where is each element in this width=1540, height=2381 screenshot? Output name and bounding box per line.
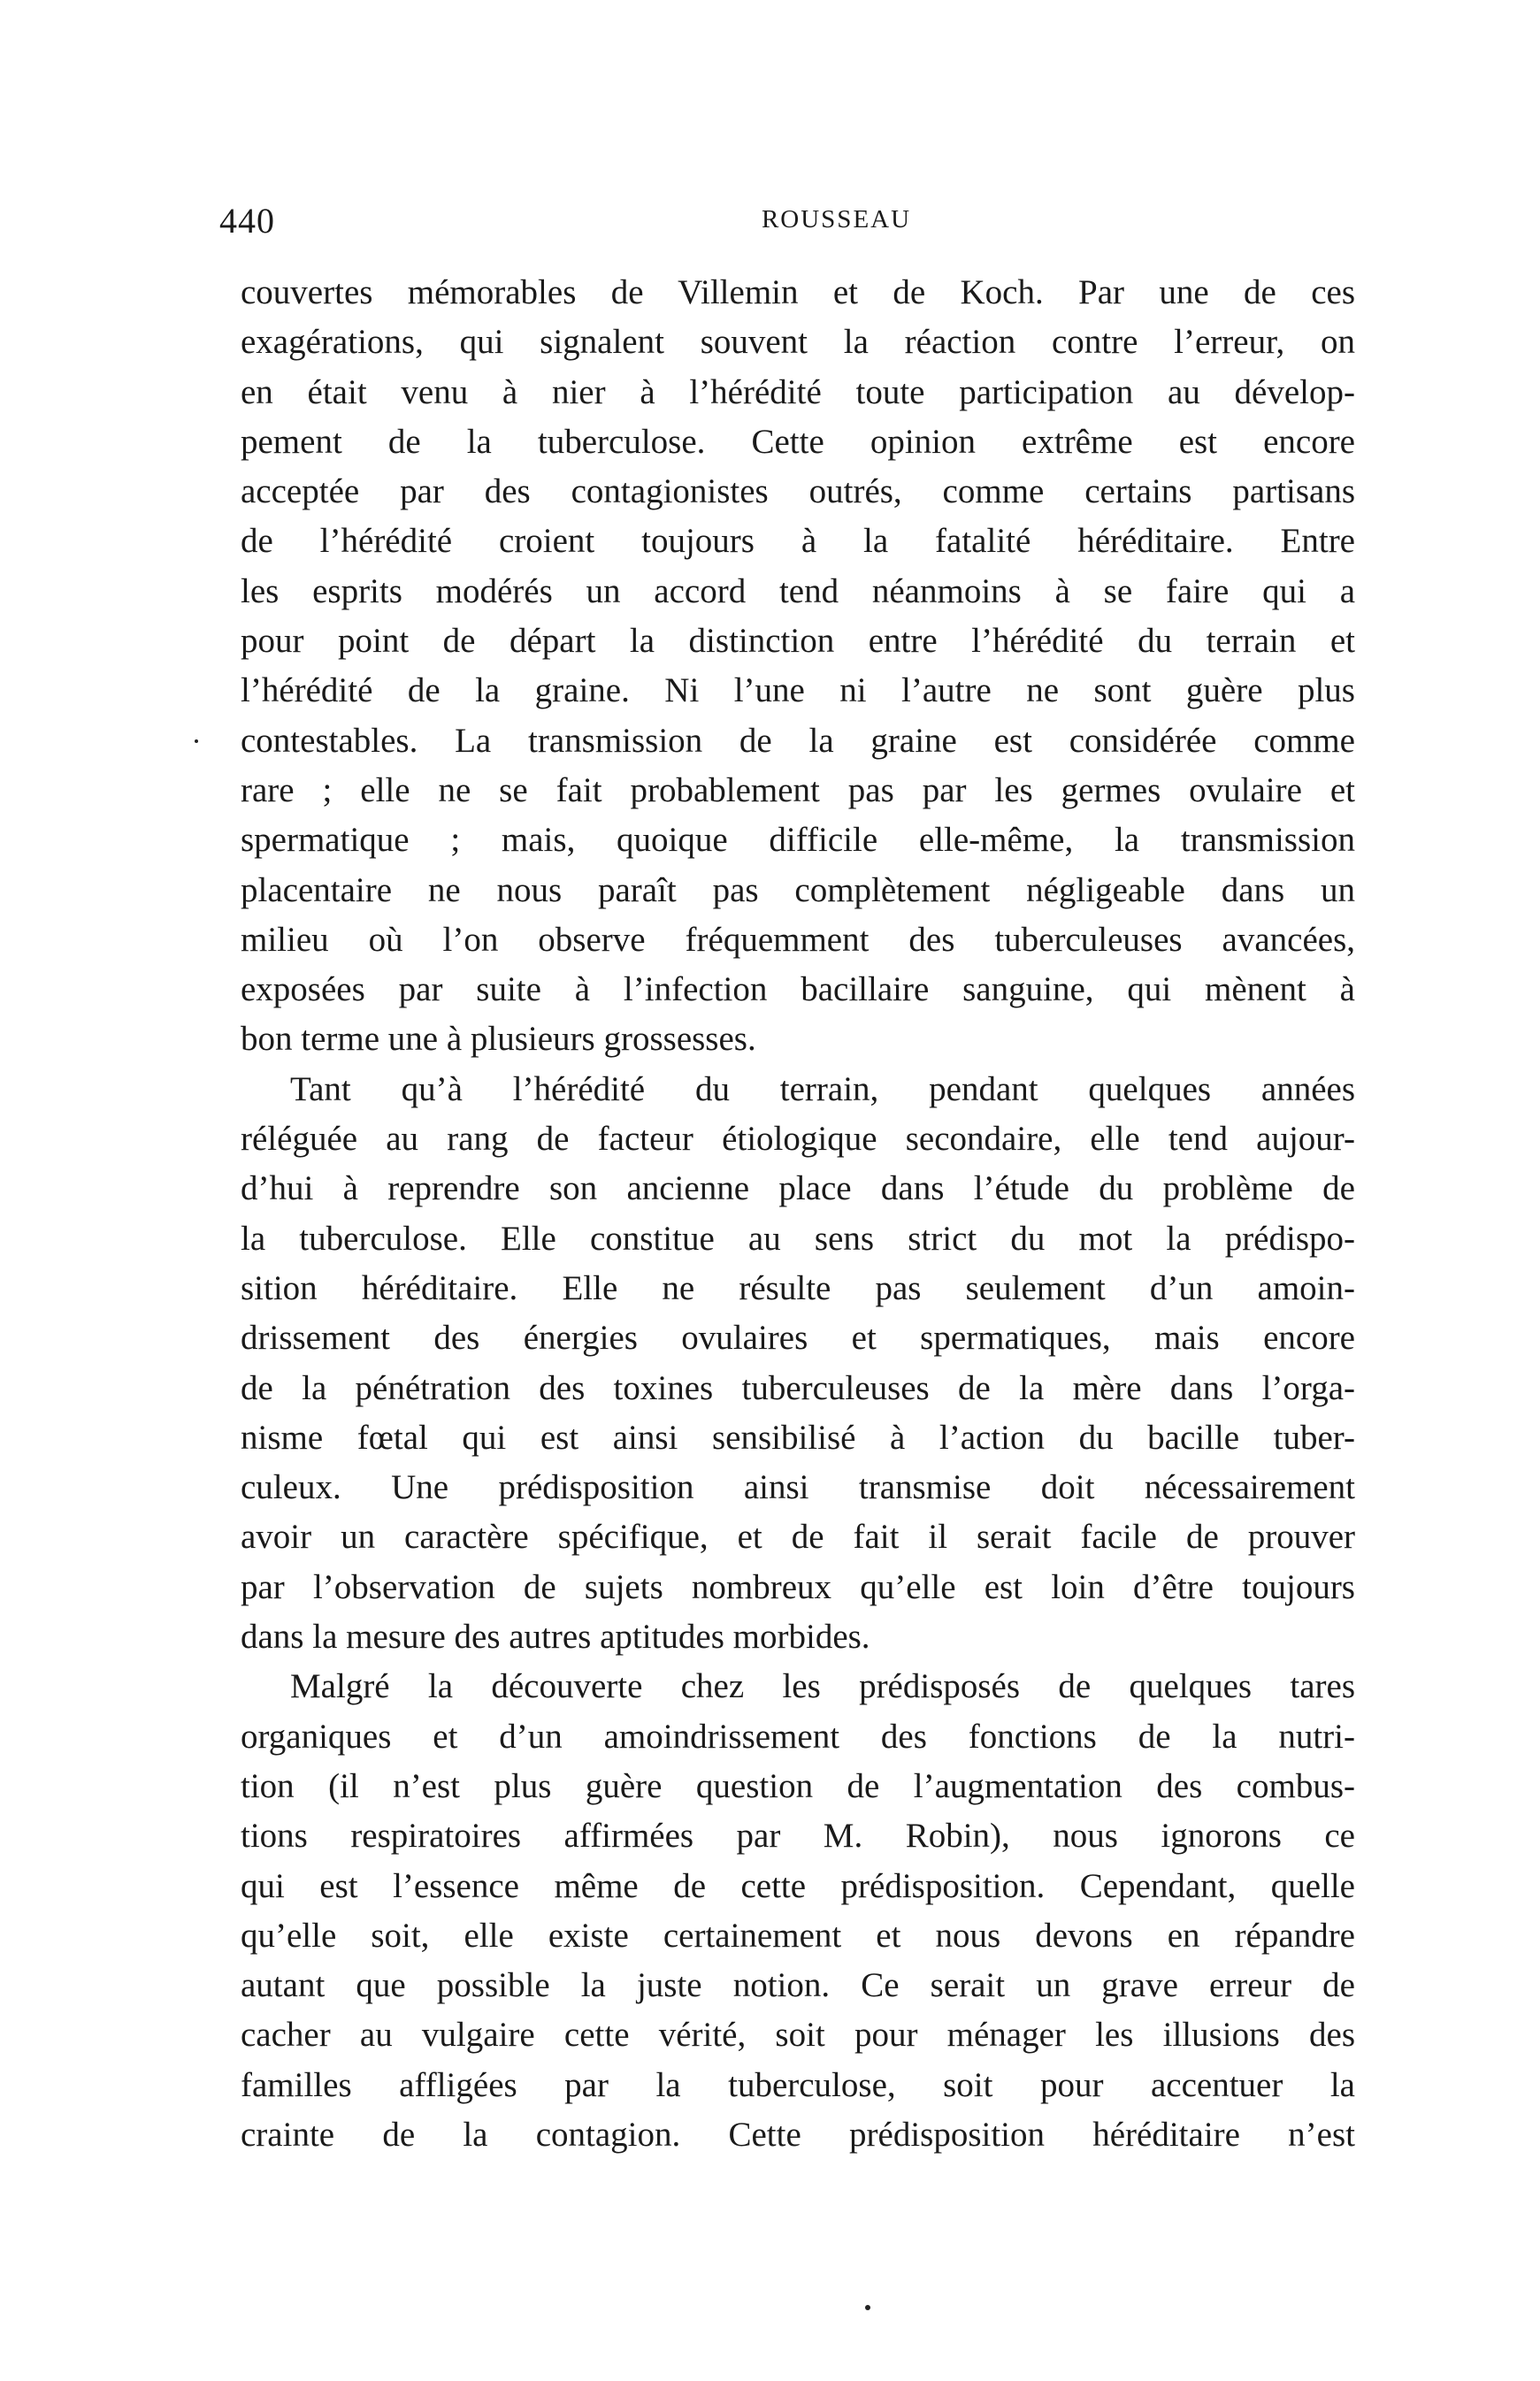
- paragraph-1: [241, 268, 1355, 1065]
- text-line: nisme fœtal qui est ainsi sensibilisé à l’action du bacille tuber-: [241, 1418, 1355, 1457]
- text-line: placentaire ne nous paraît pas complètement négligeable dans un: [241, 870, 1355, 909]
- text-line: de la pénétration des toxines tuberculeuses de la mère dans l’orga-: [241, 1368, 1355, 1407]
- text-line: contestables. La transmission de la graine est considérée comme: [241, 721, 1355, 760]
- text-line: exagérations, qui signalent souvent la réaction contre l’erreur, on: [241, 323, 1355, 362]
- text-line: réléguée au rang de facteur étiologique secondaire, elle tend aujour-: [241, 1120, 1355, 1159]
- text-line: organiques et d’un amoindrissement des fonctions de la nutri-: [241, 1717, 1355, 1756]
- ink-speck: [865, 2305, 870, 2310]
- text-line: les esprits modérés un accord tend néanmoins à se faire qui a: [241, 571, 1355, 610]
- text-line: qui est l’essence même de cette prédisposition. Cependant, quelle: [241, 1866, 1355, 1905]
- text-line: milieu où l’on observe fréquemment des tuberculeuses avancées,: [241, 920, 1355, 959]
- text-line: avoir un caractère spécifique, et de fait il serait facile de prouver: [241, 1518, 1355, 1557]
- text-line: qu’elle soit, elle existe certainement et nous devons en répandre: [241, 1916, 1355, 1955]
- ink-speck: [195, 739, 198, 743]
- text-line: pour point de départ la distinction entre l’hérédité du terrain et: [241, 622, 1355, 661]
- text-line: spermatique ; mais, quoique difficile elle-même, la transmission: [241, 821, 1355, 860]
- text-line: familles affligées par la tuberculose, soit pour accentuer la: [241, 2065, 1355, 2104]
- text-line: crainte de la contagion. Cette prédisposition héréditaire n’est: [241, 2115, 1355, 2154]
- text-line: l’hérédité de la graine. Ni l’une ni l’autre ne sont guère plus: [241, 671, 1355, 710]
- text-line: autant que possible la juste notion. Ce serait un grave erreur de: [241, 1966, 1355, 2005]
- text-line: la tuberculose. Elle constitue au sens strict du mot la prédispo-: [241, 1219, 1355, 1258]
- text-line: Malgré la découverte chez les prédisposés de quelques tares: [290, 1667, 1355, 1706]
- paragraph-3: [241, 1662, 1355, 2160]
- text-line: drissement des énergies ovulaires et spermatiques, mais encore: [241, 1319, 1355, 1358]
- text-line: sition héréditaire. Elle ne résulte pas seulement d’un amoin-: [241, 1268, 1355, 1307]
- text-line: pement de la tuberculose. Cette opinion extrême est encore: [241, 422, 1355, 461]
- running-head: ROUSSEAU: [761, 205, 912, 234]
- text-line: Tant qu’à l’hérédité du terrain, pendant quelques années: [290, 1069, 1355, 1108]
- text-line: d’hui à reprendre son ancienne place dans l’étude du problème de: [241, 1169, 1355, 1208]
- page-number: 440: [219, 201, 275, 241]
- text-line: couvertes mémorables de Villemin et de Koch. Par une de ces: [241, 273, 1355, 311]
- text-line: en était venu à nier à l’hérédité toute participation au dévelop-: [241, 372, 1355, 411]
- text-line: de l’hérédité croient toujours à la fatalité héréditaire. Entre: [241, 522, 1355, 561]
- text-line: rare ; elle ne se fait probablement pas par les germes ovulaire et: [241, 770, 1355, 809]
- body-text: [241, 268, 1355, 2160]
- text-line: culeux. Une prédisposition ainsi transmise doit nécessairement: [241, 1468, 1355, 1507]
- paragraph-2: [241, 1065, 1355, 1663]
- text-line: dans la mesure des autres aptitudes morbides.: [241, 1618, 870, 1657]
- text-line: cacher au vulgaire cette vérité, soit pour ménager les illusions des: [241, 2016, 1355, 2055]
- text-line: exposées par suite à l’infection bacillaire sanguine, qui mènent à: [241, 970, 1355, 1009]
- text-line: bon terme une à plusieurs grossesses.: [241, 1020, 756, 1059]
- text-line: par l’observation de sujets nombreux qu’elle est loin d’être toujours: [241, 1567, 1355, 1606]
- text-line: tion (il n’est plus guère question de l’augmentation des combus-: [241, 1766, 1355, 1805]
- text-line: tions respiratoires affirmées par M. Robin), nous ignorons ce: [241, 1817, 1355, 1856]
- text-line: acceptée par des contagionistes outrés, comme certains partisans: [241, 472, 1355, 511]
